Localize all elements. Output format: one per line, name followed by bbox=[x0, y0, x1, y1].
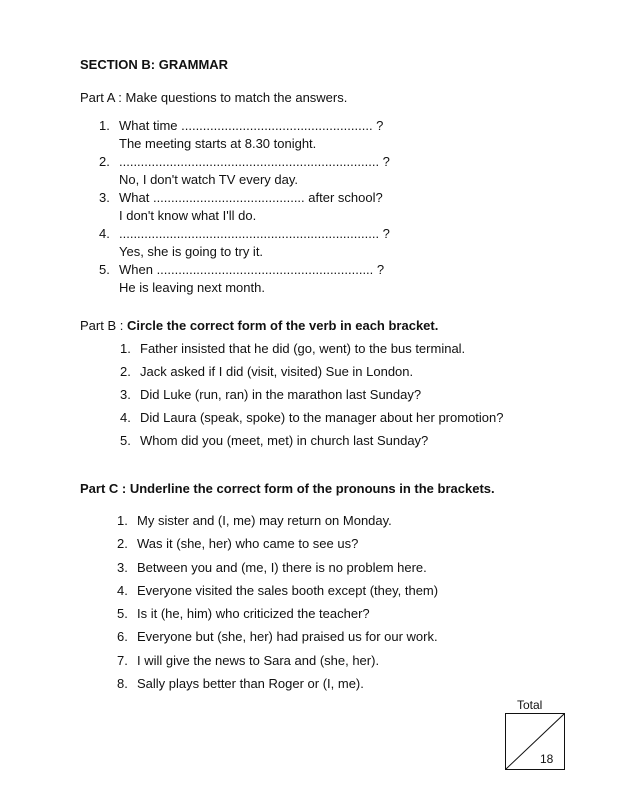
answer-text: No, I don't watch TV every day. bbox=[119, 172, 299, 187]
item-number: 2. bbox=[117, 536, 128, 552]
part-a-item bbox=[99, 118, 429, 154]
item-number: 8. bbox=[117, 676, 128, 692]
part-a-item bbox=[99, 154, 429, 190]
item-number: 3. bbox=[117, 559, 128, 575]
part-c-item bbox=[117, 606, 537, 629]
item-number: 3. bbox=[120, 387, 131, 402]
item-number: 5. bbox=[120, 433, 131, 448]
item-number: 4. bbox=[120, 410, 131, 425]
answer-text: The meeting starts at 8.30 tonight. bbox=[119, 136, 317, 151]
section-title: SECTION B: GRAMMAR bbox=[80, 57, 229, 72]
item-number: 2. bbox=[120, 364, 131, 379]
item-text: Everyone but (she, her) had praised us for our work. bbox=[137, 629, 438, 645]
item-text: Between you and (me, I) there is no problem here. bbox=[137, 559, 427, 575]
item-number: 1. bbox=[120, 341, 131, 356]
part-a-title: Part A : Make questions to match the answers. bbox=[80, 90, 348, 105]
score-box bbox=[505, 713, 565, 770]
answer-text: He is leaving next month. bbox=[119, 280, 265, 295]
part-b-item bbox=[120, 341, 540, 364]
item-text: Did Luke (run, ran) in the marathon last Sunday? bbox=[140, 387, 422, 402]
item-number: 5. bbox=[117, 606, 128, 622]
part-c-item bbox=[117, 583, 537, 606]
item-text: Jack asked if I did (visit, visited) Sue in London. bbox=[140, 364, 414, 379]
part-b-item bbox=[120, 387, 540, 410]
question-blank-line: ........................................................................ ? bbox=[119, 226, 390, 241]
answer-text: Yes, she is going to try it. bbox=[119, 244, 264, 259]
total-label: Total bbox=[517, 698, 543, 712]
item-number: 2. bbox=[99, 154, 110, 169]
item-number: 1. bbox=[99, 118, 110, 133]
item-number: 5. bbox=[99, 262, 110, 277]
part-a-item bbox=[99, 262, 429, 298]
part-b-item bbox=[120, 433, 540, 456]
part-c-item bbox=[117, 676, 537, 699]
item-text: Is it (he, him) who criticized the teacher? bbox=[137, 606, 370, 622]
part-b-title-instruction: Circle the correct form of the verb in each bracket. bbox=[126, 318, 439, 333]
item-text: Was it (she, her) who came to see us? bbox=[137, 536, 359, 552]
answer-text: I don't know what I'll do. bbox=[119, 208, 257, 223]
question-blank-line: When ............................................................ ? bbox=[119, 262, 385, 277]
part-c-item bbox=[117, 653, 537, 676]
item-text: My sister and (I, me) may return on Monday. bbox=[137, 513, 392, 528]
part-c-title: Part C : Underline the correct form of the pronouns in the brackets. bbox=[80, 481, 495, 496]
part-b-title bbox=[80, 318, 438, 333]
part-c-item bbox=[117, 536, 537, 559]
item-number: 1. bbox=[117, 513, 128, 528]
part-b-list bbox=[120, 341, 540, 456]
item-number: 6. bbox=[117, 629, 128, 645]
part-a-list bbox=[99, 118, 429, 298]
part-c-item bbox=[117, 629, 537, 652]
part-b-item bbox=[120, 410, 540, 433]
item-text: Sally plays better than Roger or (I, me). bbox=[137, 676, 364, 692]
item-text: Did Laura (speak, spoke) to the manager about her promotion? bbox=[140, 410, 504, 425]
question-blank-line: What .......................................... after school? bbox=[119, 190, 383, 205]
item-number: 4. bbox=[117, 582, 128, 598]
total-max-score: 18 bbox=[540, 752, 554, 766]
part-c-item bbox=[117, 560, 537, 583]
item-number: 7. bbox=[117, 652, 128, 668]
part-a-item bbox=[99, 190, 429, 226]
part-b-item bbox=[120, 364, 540, 387]
part-c-item bbox=[117, 513, 537, 536]
part-c-list bbox=[117, 513, 537, 699]
question-blank-line: What time ..................................................... ? bbox=[119, 118, 384, 133]
part-b-title-prefix: Part B : bbox=[80, 318, 127, 333]
item-text: I will give the news to Sara and (she, her). bbox=[137, 652, 380, 668]
item-text: Father insisted that he did (go, went) to the bus terminal. bbox=[140, 341, 466, 356]
part-a-item bbox=[99, 226, 429, 262]
score-box-diagonal bbox=[506, 714, 564, 769]
item-number: 3. bbox=[99, 190, 110, 205]
item-text: Whom did you (meet, met) in church last Sunday? bbox=[140, 433, 429, 448]
item-text: Everyone visited the sales booth except (they, them) bbox=[137, 582, 439, 598]
question-blank-line: ........................................................................ ? bbox=[119, 154, 390, 169]
item-number: 4. bbox=[99, 226, 110, 241]
